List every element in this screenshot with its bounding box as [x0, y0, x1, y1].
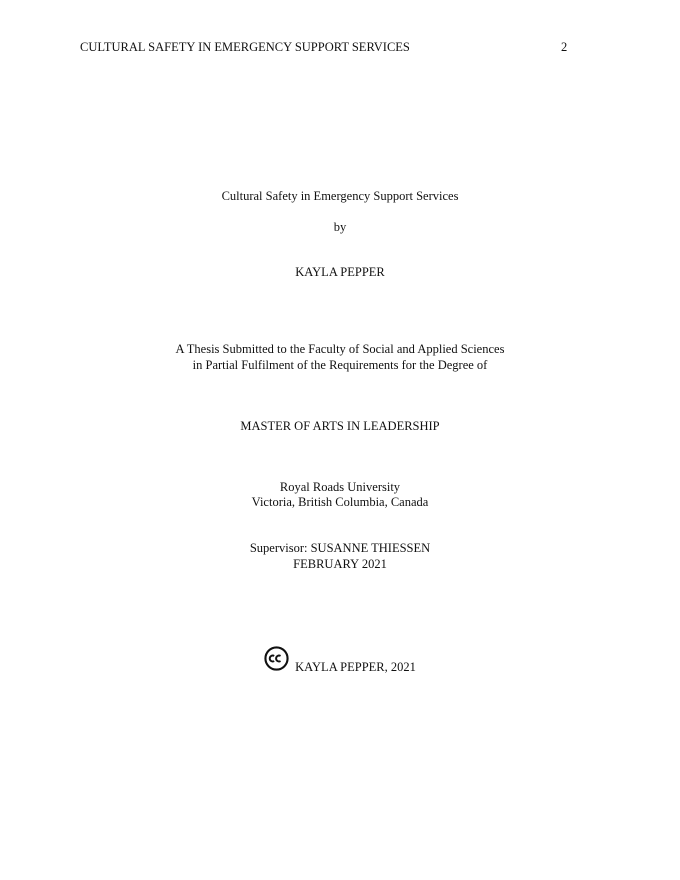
- submission-line-1: A Thesis Submitted to the Faculty of Social and Applied Sciences: [175, 342, 505, 356]
- creative-commons-icon: [264, 646, 289, 671]
- degree-name: MASTER OF ARTS IN LEADERSHIP: [240, 419, 440, 433]
- by-line: by: [333, 220, 347, 234]
- supervisor-line: Supervisor: SUSANNE THIESSEN: [249, 541, 431, 555]
- copyright-row: [0, 647, 680, 675]
- author-name: KAYLA PEPPER: [295, 265, 385, 279]
- thesis-title: Cultural Safety in Emergency Support Services: [221, 189, 459, 203]
- university-location: Victoria, British Columbia, Canada: [251, 495, 429, 509]
- university-name: Royal Roads University: [279, 480, 401, 494]
- page-number: 2: [561, 40, 568, 54]
- submission-line-2: in Partial Fulfilment of the Requirements for the Degree of: [192, 358, 488, 372]
- running-head: CULTURAL SAFETY IN EMERGENCY SUPPORT SERVICES: [80, 40, 410, 54]
- copyright-text: KAYLA PEPPER, 2021: [295, 660, 416, 674]
- date-line: FEBRUARY 2021: [293, 557, 387, 571]
